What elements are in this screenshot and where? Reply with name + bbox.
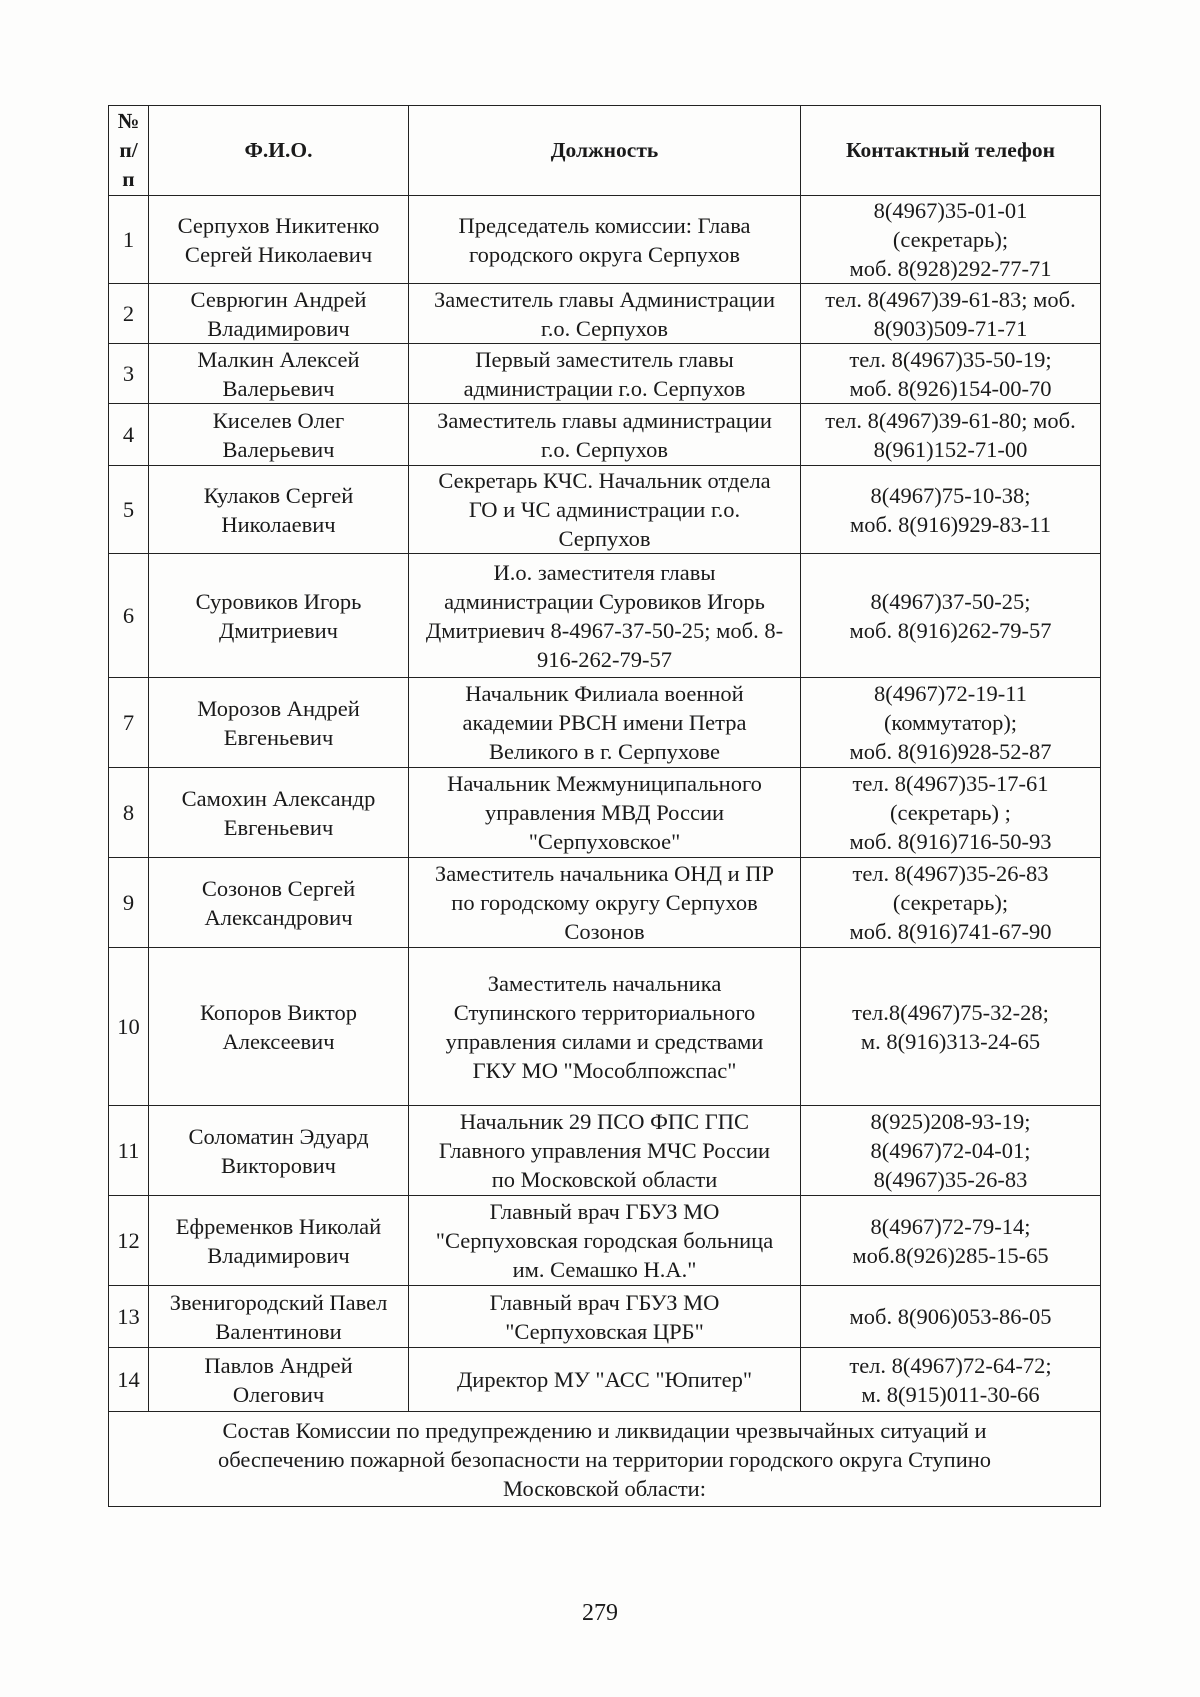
member-phone [801, 196, 1101, 284]
member-name [149, 404, 409, 466]
table-row [109, 1348, 1101, 1412]
member-position-line: Начальник 29 ПСО ФПС ГПС [459, 1109, 750, 1134]
member-phone-line: моб. 8(916)262-79-57 [849, 617, 1052, 643]
member-name-line: Алексеевич [222, 1028, 335, 1054]
member-phone-line: (коммутатор); [883, 710, 1018, 735]
member-name-line: Суровиков Игорь [195, 588, 362, 614]
row-number: 2 [109, 284, 149, 344]
member-position-line: "Серпуховское" [528, 829, 681, 854]
member-position-line: ГКУ МО "Мособлпожспас" [472, 1057, 737, 1083]
member-phone-line: моб. 8(928)292-77-71 [849, 256, 1052, 281]
member-name [149, 948, 409, 1106]
member-position [409, 1348, 801, 1412]
member-position-line: администрации г.о. Серпухов [463, 375, 746, 401]
member-name [149, 196, 409, 284]
member-position-line: по Московской области [491, 1167, 718, 1192]
member-position-line: Председатель комиссии: Глава [458, 212, 751, 238]
member-phone-line: тел.8(4967)75-32-28; [852, 999, 1049, 1025]
row-number: 8 [109, 768, 149, 858]
member-position-line: ГО и ЧС администрации г.о. [468, 497, 741, 522]
member-phone [801, 1286, 1101, 1348]
table-row [109, 948, 1101, 1106]
member-position-line: Начальник Филиала военной [465, 681, 744, 706]
member-phone-line: (секретарь); [892, 227, 1009, 252]
member-position [409, 858, 801, 948]
page-number: 279 [582, 1600, 618, 1626]
member-position-line: управления силами и средствами [445, 1028, 764, 1054]
member-name [149, 678, 409, 768]
member-position-line: городского округа Серпухов [468, 241, 741, 267]
member-phone [801, 1106, 1101, 1196]
member-name-line: Малкин Алексей [197, 346, 360, 372]
member-position-line: Начальник Межмуниципального [447, 771, 762, 796]
member-name [149, 1106, 409, 1196]
member-phone [801, 678, 1101, 768]
member-position [409, 768, 801, 858]
member-name-line: Викторович [221, 1152, 336, 1178]
member-phone-line: моб. 8(926)154-00-70 [849, 375, 1052, 401]
member-phone-line: моб. 8(916)928-52-87 [849, 739, 1052, 764]
member-phone-line: 8(925)208-93-19; [870, 1109, 1031, 1134]
member-phone-line: моб. 8(906)053-86-05 [849, 1304, 1052, 1329]
member-phone [801, 948, 1101, 1106]
table-row [109, 1106, 1101, 1196]
member-position-line: 916-262-79-57 [537, 646, 672, 672]
member-name-line: Сергей Николаевич [184, 241, 373, 267]
table-row [109, 196, 1101, 284]
member-name-line: Звенигородский Павел [169, 1289, 388, 1315]
member-position [409, 466, 801, 554]
member-name [149, 858, 409, 948]
member-phone [801, 466, 1101, 554]
member-phone-line: 8(4967)72-19-11 [874, 681, 1027, 706]
member-name-line: Николаевич [221, 511, 336, 537]
member-position [409, 554, 801, 678]
member-position [409, 404, 801, 466]
member-position-line: Созонов [564, 919, 645, 944]
member-position-line: администрации Суровиков Игорь [444, 588, 765, 614]
table-footer-caption: Состав Комиссии по предупреждению и ликвидации чрезвычайных ситуаций и обеспечению пожарной безопасности на территории городского округа Ступино Московской области: [109, 1412, 1101, 1507]
member-position-line: Дмитриевич 8-4967-37-50-25; моб. 8- [425, 617, 784, 643]
member-name-line: Олегович [232, 1381, 325, 1407]
member-phone [801, 284, 1101, 344]
row-number: 14 [109, 1348, 149, 1412]
member-name-line: Самохин Александр [181, 785, 376, 811]
member-name [149, 344, 409, 404]
member-position-line: Главный врач ГБУЗ МО [489, 1199, 720, 1224]
member-position-line: "Серпуховская ЦРБ" [505, 1318, 704, 1344]
member-position [409, 1286, 801, 1348]
member-position-line: Главный врач ГБУЗ МО [489, 1289, 720, 1315]
member-position-line: Ступинского территориального [453, 999, 756, 1025]
member-name-line: Морозов Андрей [197, 695, 360, 721]
table-row [109, 858, 1101, 948]
commission-members-table [108, 105, 1101, 1507]
member-position-line: Великого в г. Серпухове [489, 739, 720, 764]
member-position [409, 196, 801, 284]
member-phone-line: 8(4967)35-26-83 [873, 1167, 1028, 1192]
member-position-line: Первый заместитель главы [475, 346, 734, 372]
table-row [109, 678, 1101, 768]
member-name [149, 554, 409, 678]
member-position-line: г.о. Серпухов [541, 315, 668, 341]
row-number: 3 [109, 344, 149, 404]
row-number: 4 [109, 404, 149, 466]
row-number: 9 [109, 858, 149, 948]
member-phone-line: (секретарь) ; [890, 800, 1011, 825]
member-position-line: академии РВСН имени Петра [462, 710, 747, 735]
member-name [149, 768, 409, 858]
header-phone: Контактный телефон [801, 106, 1101, 196]
member-position-line: Директор МУ "АСС "Юпитер" [456, 1367, 753, 1392]
member-phone-line: моб. 8(916)929-83-11 [849, 511, 1052, 537]
member-phone-line: тел. 8(4967)35-17-61 [852, 771, 1049, 796]
table-row [109, 1196, 1101, 1286]
member-name [149, 1196, 409, 1286]
member-phone-line: 8(4967)35-01-01 [873, 198, 1028, 223]
member-phone-line: 8(4967)75-10-38; [870, 482, 1031, 508]
header-position: Должность [409, 106, 801, 196]
row-number: 10 [109, 948, 149, 1106]
member-position [409, 284, 801, 344]
member-phone-line: 8(4967)72-79-14; [870, 1213, 1031, 1239]
row-number: 13 [109, 1286, 149, 1348]
member-phone-line: (секретарь); [892, 890, 1009, 915]
member-phone-line: 8(903)509-71-71 [873, 315, 1028, 341]
member-name-line: Копоров Виктор [200, 999, 357, 1025]
member-name-line: Серпухов Никитенко [177, 212, 380, 238]
member-name-line: Кулаков Сергей [203, 482, 354, 508]
member-position-line: Заместитель главы Администрации [433, 286, 775, 312]
member-phone [801, 1348, 1101, 1412]
member-phone-line: моб. 8(916)741-67-90 [849, 919, 1052, 944]
table-row [109, 1286, 1101, 1348]
table-row [109, 404, 1101, 466]
member-position [409, 1196, 801, 1286]
member-name-line: Владимирович [207, 1242, 350, 1268]
member-position [409, 344, 801, 404]
member-phone-line: тел. 8(4967)35-50-19; [849, 346, 1052, 372]
member-phone-line: 8(4967)37-50-25; [870, 588, 1031, 614]
member-phone-line: тел. 8(4967)39-61-80; моб. [825, 407, 1076, 433]
member-name-line: Валентинови [215, 1318, 342, 1344]
member-phone [801, 768, 1101, 858]
member-phone-line: моб. 8(916)716-50-93 [849, 829, 1052, 854]
member-name-line: Александрович [204, 904, 353, 930]
member-position-line: Заместитель главы администрации [437, 407, 772, 433]
member-name-line: Валерьевич [222, 375, 335, 401]
row-number: 1 [109, 196, 149, 284]
member-phone [801, 858, 1101, 948]
member-name-line: Киселев Олег [212, 407, 345, 433]
member-phone-line: тел. 8(4967)39-61-83; моб. [825, 286, 1076, 312]
header-num: № п/ п [109, 106, 149, 196]
member-phone-line: м. 8(916)313-24-65 [860, 1028, 1041, 1054]
member-position-line: Главного управления МЧС России [438, 1138, 771, 1163]
member-position-line: "Серпуховская городская больница [435, 1228, 774, 1253]
member-position [409, 1106, 801, 1196]
member-position-line: г.о. Серпухов [541, 436, 668, 462]
member-position [409, 948, 801, 1106]
table-row [109, 554, 1101, 678]
member-name-line: Созонов Сергей [201, 875, 356, 901]
member-phone [801, 344, 1101, 404]
member-name-line: Ефременков Николай [175, 1213, 382, 1239]
member-name [149, 284, 409, 344]
row-number: 7 [109, 678, 149, 768]
member-name-line: Севрюгин Андрей [190, 286, 367, 312]
member-position-line: Заместитель начальника [487, 970, 722, 996]
member-name-line: Евгеньевич [223, 724, 334, 750]
member-phone [801, 554, 1101, 678]
row-number: 12 [109, 1196, 149, 1286]
member-name-line: Евгеньевич [223, 814, 334, 840]
table-row [109, 344, 1101, 404]
table-header-row [109, 106, 1101, 196]
member-position-line: управления МВД России [484, 800, 725, 825]
table-row [109, 466, 1101, 554]
table-row [109, 284, 1101, 344]
member-phone-line: м. 8(915)011-30-66 [861, 1381, 1040, 1407]
member-phone [801, 1196, 1101, 1286]
member-position-line: Заместитель начальника ОНД и ПР [434, 861, 775, 886]
table-row [109, 768, 1101, 858]
table-footer-row [109, 1412, 1101, 1507]
member-name [149, 466, 409, 554]
member-position-line: Серпухов [558, 526, 651, 551]
row-number: 6 [109, 554, 149, 678]
member-name-line: Соломатин Эдуард [188, 1123, 369, 1149]
row-number: 11 [109, 1106, 149, 1196]
member-phone [801, 404, 1101, 466]
header-name: Ф.И.О. [149, 106, 409, 196]
member-name-line: Валерьевич [222, 436, 335, 462]
member-name [149, 1286, 409, 1348]
row-number: 5 [109, 466, 149, 554]
member-position-line: Секретарь КЧС. Начальник отдела [438, 468, 771, 493]
member-name [149, 1348, 409, 1412]
member-phone-line: тел. 8(4967)72-64-72; [849, 1352, 1052, 1378]
member-phone-line: 8(961)152-71-00 [873, 436, 1028, 462]
member-phone-line: тел. 8(4967)35-26-83 [852, 861, 1049, 886]
member-position [409, 678, 801, 768]
member-name-line: Павлов Андрей [204, 1352, 353, 1378]
member-position-line: по городскому округу Серпухов [451, 890, 758, 915]
member-phone-line: моб.8(926)285-15-65 [852, 1242, 1049, 1268]
member-name-line: Дмитриевич [219, 617, 338, 643]
member-name-line: Владимирович [207, 315, 350, 341]
member-position-line: им. Семашко Н.А." [512, 1257, 697, 1282]
member-phone-line: 8(4967)72-04-01; [870, 1138, 1031, 1163]
member-position-line: И.о. заместителя главы [493, 559, 716, 585]
